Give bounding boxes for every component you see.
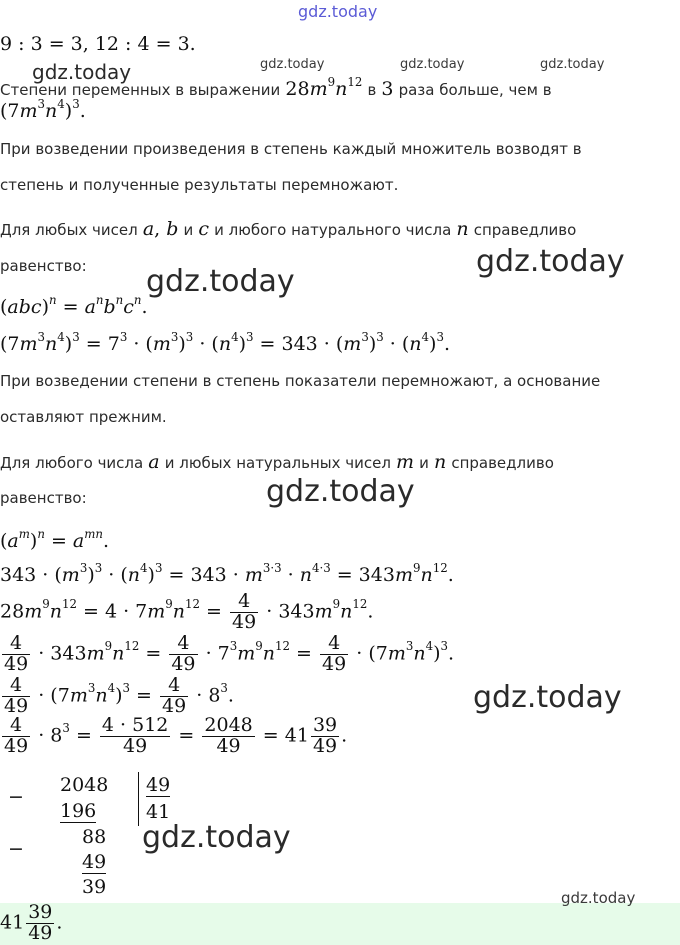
division-subtract-1: 196: [60, 800, 97, 822]
math-line: $(7m^3n^4)^3 = 7^3 \cdot (m^3)^3 \cdot (n^4)^3 = 343 \cdot (m^3)^3 \cdot (n^4)^3$.: [0, 329, 450, 355]
division-remainder-1: 88: [82, 826, 107, 848]
text-paragraph: оставляют прежним.: [0, 408, 167, 426]
division-bracket: [138, 772, 139, 826]
text-paragraph: степень и полученные результаты перемножают.: [0, 176, 399, 194]
watermark: gdz.today: [561, 889, 636, 907]
math-formula-product-power: $(abc)^n = a^nb^nc^n$.: [0, 292, 148, 318]
math-expression: $(7m^3n^4)^3$.: [0, 96, 86, 122]
division-divisor: 49: [146, 774, 171, 796]
watermark: gdz.today: [400, 57, 465, 72]
watermark: gdz.today: [476, 244, 625, 279]
math-line: $\frac{4}{49}$ · $343m^9n^{12}$ = $\frac{4}{49}$ · $7^3m^9n^{12}$ = $\frac{4}{49}$ · $(7m^3n^4)^3$.: [4, 632, 455, 675]
math-line: $\frac{4}{49}$ · $(7m^3n^4)^3$ = $\frac{4}{49}$ · $8^3$.: [4, 674, 234, 717]
text-paragraph: При возведении степени в степень показатели перемножают, а основание: [0, 372, 601, 390]
division-minus: −: [8, 786, 24, 808]
math-line-ratio: 9 : 3 = 3, 12 : 4 = 3.: [0, 33, 196, 55]
division-quotient: 41: [146, 801, 171, 823]
division-subtract-2: 49: [82, 851, 107, 873]
text-paragraph: При возведении произведения в степень каждый множитель возводят в: [0, 140, 582, 158]
watermark: gdz.today: [32, 60, 132, 84]
division-remainder: 39: [82, 876, 107, 898]
math-line: $28m^9n^{12} = 4 \cdot 7m^9n^{12}$ = $\frac{4}{49}$ · $343m^9n^{12}$.: [0, 590, 374, 633]
answer-value: 41 $\frac{39}{49}$ .: [0, 901, 63, 944]
watermark: gdz.today: [266, 474, 415, 509]
text-line-degrees: Степени переменных в выражении $28m^9n^{12}$ в 3 раза больше, чем в: [0, 74, 552, 100]
text-paragraph: равенство:: [0, 489, 87, 507]
text-line-numbers-2: Для любого числа a и любых натуральных чисел m и n справедливо: [0, 451, 554, 473]
text-paragraph: равенство:: [0, 257, 87, 275]
watermark: gdz.today: [260, 57, 325, 72]
watermark: gdz.today: [540, 57, 605, 72]
division-minus: −: [8, 838, 24, 860]
watermark-top: gdz.today: [298, 2, 378, 21]
answer-band: [0, 903, 680, 945]
math-line: $343 \cdot (m^3)^3 \cdot (n^4)^3 = 343 \cdot m^{3\cdot 3} \cdot n^{4\cdot 3} = 343m^9n^{12}$.: [0, 560, 454, 586]
watermark: gdz.today: [142, 820, 291, 855]
text-line-numbers: Для любых чисел a, b и c и любого натурального числа n справедливо: [0, 218, 577, 240]
watermark: gdz.today: [146, 264, 295, 299]
watermark: gdz.today: [473, 680, 622, 715]
math-formula-power-power: $(a^m)^n = a^{mn}$.: [0, 526, 110, 552]
math-line: $\frac{4}{49}$ · $8^3$ = $\frac{4 \cdot 512}{49}$ = $\frac{2048}{49}$ = 41 $\frac{39}{49}$ .: [4, 714, 348, 757]
division-dividend: 2048: [60, 774, 109, 796]
